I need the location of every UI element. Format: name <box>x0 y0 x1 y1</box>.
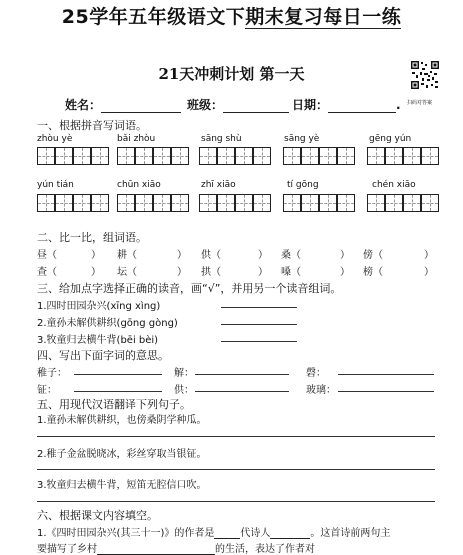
name-field[interactable]: 姓名： <box>65 96 181 113</box>
compare-char: 查（ <box>37 267 57 278</box>
compare-paren[interactable]: ） <box>177 250 187 261</box>
answer-line[interactable] <box>221 307 297 308</box>
answer-line[interactable] <box>338 391 434 392</box>
answer-line[interactable] <box>221 324 297 325</box>
page-subtitle: 21天冲刺计划 第一天 <box>158 65 305 83</box>
answer-line[interactable] <box>37 436 435 437</box>
pinyin-label: tí gōng <box>287 180 319 190</box>
page-title: 25学年五年级语文下期末复习每日一练 <box>61 6 402 28</box>
translate-item: 1.童孙未解供耕织，也傍桑阴学种瓜。 <box>37 415 207 426</box>
answer-line[interactable] <box>195 391 289 392</box>
compare-char: 耕（ <box>117 250 137 261</box>
pinyin-label: chén xiāo <box>372 180 416 190</box>
compare-paren[interactable]: ） <box>91 250 101 261</box>
reading-item: 2.童孙未解供耕织(gōng gòng) <box>37 318 178 329</box>
answer-line[interactable] <box>221 341 297 342</box>
section-5-heading: 五、用现代汉语翻译下列句子。 <box>37 398 191 411</box>
reading-item: 3.牧童归去横牛背(bēi bèi) <box>37 335 159 346</box>
section-1-heading: 一、根据拼音写词语。 <box>37 119 147 132</box>
fill-line-2: 要描写了乡村 的生活，表达了作者对 <box>37 544 315 555</box>
answer-line[interactable] <box>37 469 435 470</box>
pinyin-label: chūn xiāo <box>117 180 161 190</box>
section-2-heading: 二、比一比，组词语。 <box>37 231 147 244</box>
compare-paren[interactable]: ） <box>91 267 101 278</box>
compare-char: 坛（ <box>117 267 137 278</box>
answer-line[interactable] <box>74 374 162 375</box>
section-4-heading: 四、写出下面字词的意思。 <box>37 349 169 362</box>
answer-line[interactable] <box>37 501 435 502</box>
compare-char: 拱（ <box>201 267 221 278</box>
meaning-label: 供： <box>174 385 194 396</box>
date-field[interactable]: 日期： . <box>292 98 401 112</box>
pinyin-label: sāng yè <box>284 134 320 144</box>
compare-paren[interactable]: ） <box>424 250 434 261</box>
pinyin-label: sāng shù <box>201 134 242 144</box>
compare-char: 榜（ <box>363 267 383 278</box>
reading-item: 1.四时田园杂兴(xīng xìng) <box>37 301 161 312</box>
meaning-label: 稚子： <box>37 368 67 379</box>
compare-char: 傍（ <box>363 250 383 261</box>
section-3-heading: 三、给加点字选择正确的读音，画“√”，并用另一个读音组词。 <box>37 282 342 295</box>
compare-paren[interactable]: ） <box>258 250 268 261</box>
class-field[interactable]: 班级： <box>187 96 289 113</box>
meaning-label: 解： <box>174 368 194 379</box>
pinyin-label: yún tián <box>37 180 74 190</box>
compare-char: 桑（ <box>281 250 301 261</box>
pinyin-label: gēng yún <box>369 134 412 144</box>
meaning-label: 钲： <box>37 385 57 396</box>
compare-char: 供（ <box>201 250 221 261</box>
compare-paren[interactable]: ） <box>424 267 434 278</box>
answer-line[interactable] <box>195 374 289 375</box>
translate-item: 3.牧童归去横牛背，短笛无腔信口吹。 <box>37 480 207 491</box>
compare-paren[interactable]: ） <box>177 267 187 278</box>
translate-item: 2.稚子金盆脱晓冰，彩丝穿取当银钲。 <box>37 449 207 460</box>
fill-line-1: 1.《四时田园杂兴(其三十一)》的作者是 代诗人 。这首诗前两句主 <box>37 528 391 539</box>
section-6-heading: 六、根据课文内容填空。 <box>37 509 158 522</box>
pinyin-label: bǎi zhòu <box>117 134 156 144</box>
answer-line[interactable] <box>338 374 434 375</box>
pinyin-label: zhī xiāo <box>201 180 236 190</box>
qr-code-icon <box>410 60 440 90</box>
qr-caption: 扫码对答案 <box>407 100 433 106</box>
compare-paren[interactable]: ） <box>258 267 268 278</box>
answer-line[interactable] <box>74 391 162 392</box>
compare-paren[interactable]: ） <box>340 250 350 261</box>
meaning-label: 磬： <box>306 368 326 379</box>
compare-paren[interactable]: ） <box>340 267 350 278</box>
pinyin-label: zhòu yè <box>37 134 73 144</box>
meaning-label: 玻璃： <box>306 385 336 396</box>
compare-char: 昼（ <box>37 250 57 261</box>
compare-char: 嗓（ <box>281 267 301 278</box>
